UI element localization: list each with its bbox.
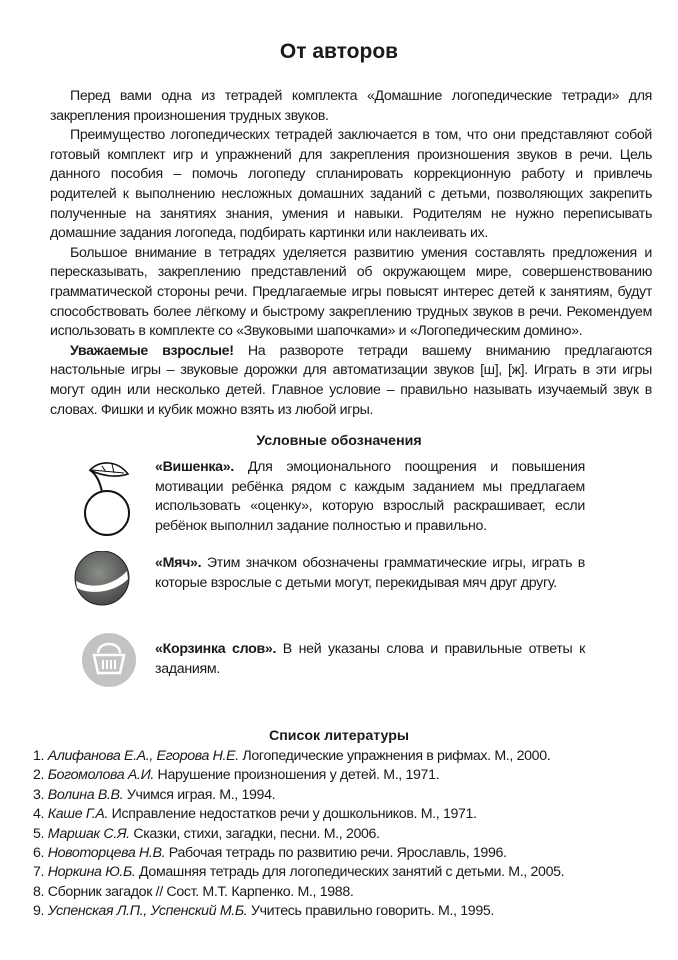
list-item: 6. Новоторцева Н.В. Рабочая тетрадь по развитию речи. Ярославль, 1996. [33, 845, 507, 862]
paragraph: Перед вами одна из тетрадей комплекта «Домашние логопедические тетради» для закрепления произношения трудных звуков. [50, 88, 652, 124]
list-item: 1. Алифанова Е.А., Егорова Н.Е. Логопедические упражнения в рифмах. М., 2000. [33, 748, 551, 764]
legend-description: «Мяч». Этим значком обозначены грамматические игры, играть в которые взрослые с детьми могут, перекидывая мяч друг другу. [155, 555, 585, 591]
paragraph: Преимущество логопедических тетрадей заключается в том, что они представляют собой готовый комплект игр и упражнений для закрепления произношения звуков в речи. Цель данного пособия – помочь логопеду спланировать коррекционную работу и привлечь родителей к выполнению несложных домашних заданий с детьми, позволяющих закрепить полученные на занятиях знания, умения и навыки. Родителям не нужно переписывать домашние задания логопеда, подбирать картинки или наклеивать их. [50, 127, 652, 242]
list-item: 7. Норкина Ю.Б. Домашняя тетрадь для логопедических занятий с детьми. М., 2005. [33, 864, 565, 881]
page-title: От авторов [279, 40, 399, 63]
list-item: 4. Каше Г.А. Исправление недостатков речи у дошкольников. М., 1971. [33, 806, 477, 823]
list-item: 8. Сборник загадок // Сост. М.Т. Карпенко. М., 1988. [33, 883, 354, 900]
legend-description: «Вишенка». Для эмоционального поощрения и повышения мотивации ребёнка рядом с каждым заданием мы предлагаем использовать «оценку», которую взрослый раскрашивает, если ребёнок выполнил задание полностью и правильно. [155, 459, 585, 534]
list-item: 5. Маршак С.Я. Сказки, стихи, загадки, песни. М., 2006. [33, 825, 380, 842]
bibliography-list [33, 747, 653, 922]
list-item: 9. Успенская Л.П., Успенский М.Б. Учитесь правильно говорить. М., 1995. [33, 903, 495, 920]
list-item: 2. Богомолова А.И. Нарушение произношения у детей. М., 1971. [33, 767, 440, 784]
paragraph: Большое внимание в тетрадях уделяется развитию умения составлять предложения и пересказывать, закреплению представлений об окружающем мире, совершенствованию грамматической стороны речи. Предлагаемые игры повысят интерес детей к занятиям, будут способствовать более лёгкому и быстрому закреплению трудных звуков в речи. Рекомендуем использовать в комплекте со «Звуковыми шапочками» и «Логопедическим домино». [50, 244, 652, 340]
legend-heading: Условные обозначения [256, 433, 422, 449]
ball-icon [72, 551, 142, 611]
legend-description: «Корзинка слов». В ней указаны слова и правильные ответы к заданиям. [155, 641, 585, 677]
cherry-icon [72, 458, 142, 538]
intro-text [50, 87, 652, 420]
basket-icon [72, 633, 142, 693]
list-item: 3. Волина В.В. Учимся играя. М., 1994. [33, 786, 276, 803]
paragraph: Уважаемые взрослые! На развороте тетради вашему вниманию предлагаются настольные игры – звуковые дорожки для автоматизации звуков [ш], [ж]. Играть в эти игры могут один или несколько детей. Главное условие – правильно называть изучаемый звук в словах. Фишки и кубик можно взять из любой игры. [50, 342, 652, 418]
bibliography-heading: Список литературы [268, 728, 410, 744]
